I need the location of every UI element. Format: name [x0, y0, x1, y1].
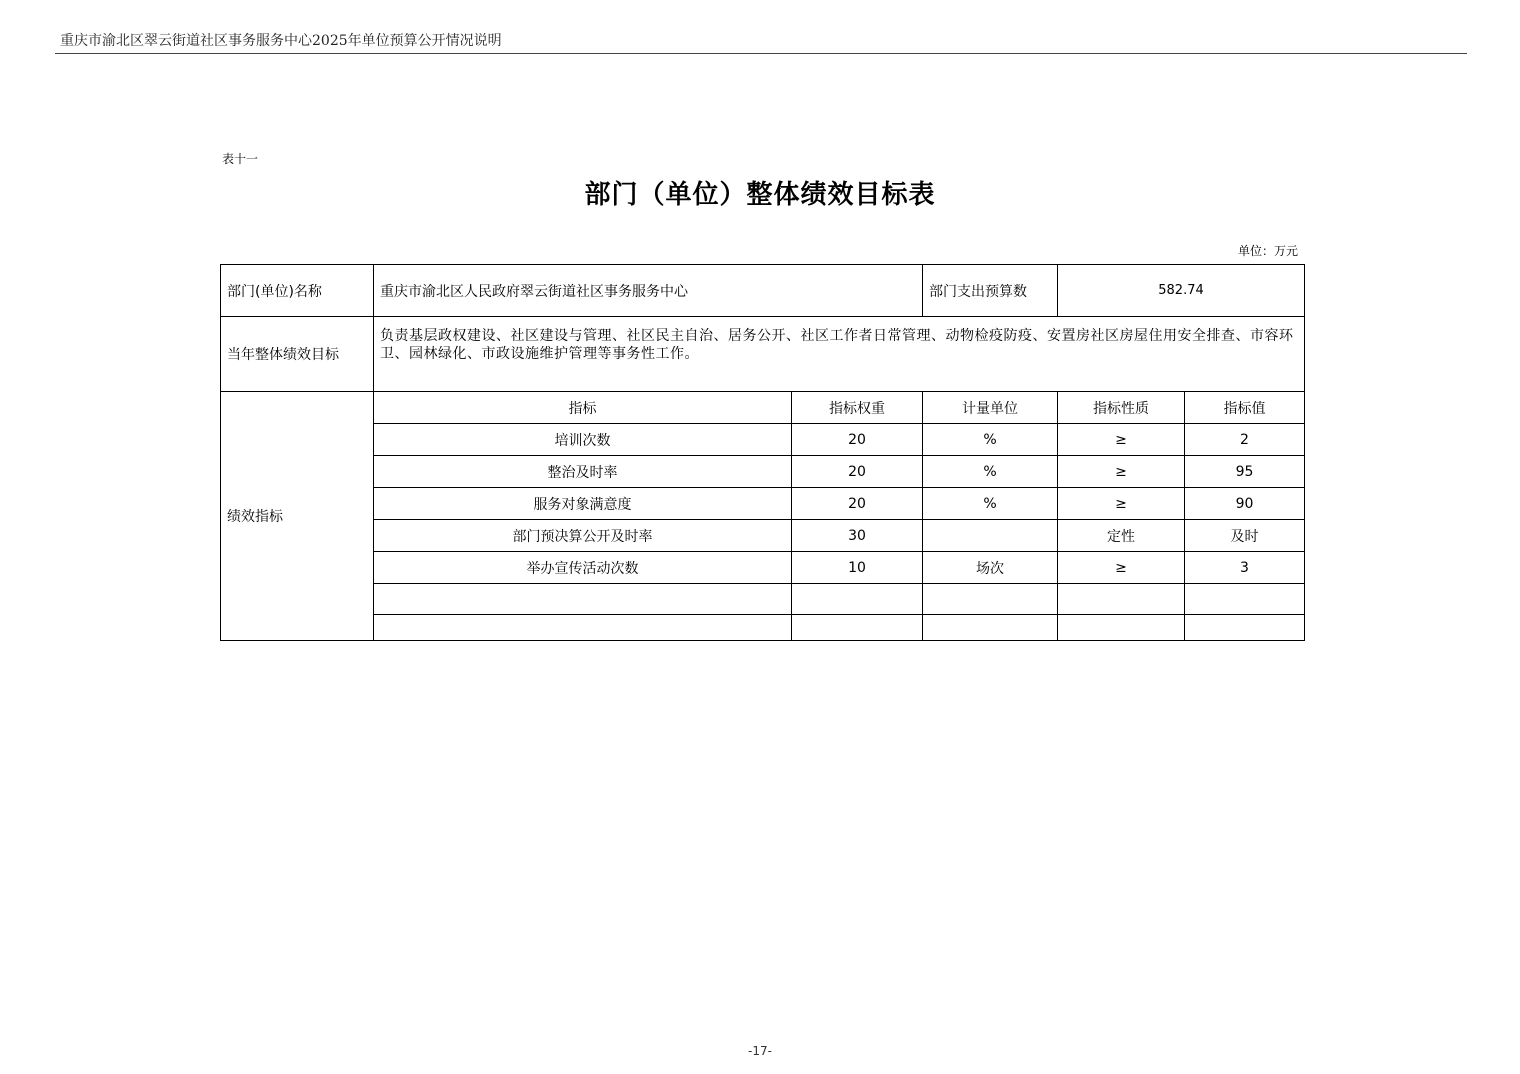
indicator-value: 2	[1185, 424, 1305, 456]
indicator-nature: ≥	[1058, 456, 1185, 488]
indicator-unit	[923, 615, 1058, 641]
indicator-weight: 20	[792, 424, 923, 456]
indicator-name: 整治及时率	[374, 456, 792, 488]
annual-goal-text: 负责基层政权建设、社区建设与管理、社区民主自治、居务公开、社区工作者日常管理、动物检疫防疫、安置房社区房屋住用安全排查、市容环卫、园林绿化、市政设施维护管理等事务性工作。	[374, 317, 1305, 392]
indicator-unit: 场次	[923, 552, 1058, 584]
indicator-weight: 20	[792, 488, 923, 520]
budget-value: 582.74	[1058, 265, 1305, 317]
indicator-weight: 10	[792, 552, 923, 584]
page-number: -17-	[748, 1044, 772, 1058]
indicator-header-row	[221, 392, 1305, 424]
indicator-weight: 30	[792, 520, 923, 552]
budget-label: 部门支出预算数	[923, 265, 1058, 317]
header-value: 指标值	[1185, 392, 1305, 424]
header-unit: 计量单位	[923, 392, 1058, 424]
unit-name-value: 重庆市渝北区人民政府翠云街道社区事务服务中心	[374, 265, 923, 317]
indicator-name	[374, 584, 792, 615]
indicator-unit	[923, 520, 1058, 552]
header-indicator: 指标	[374, 392, 792, 424]
header-divider	[55, 53, 1467, 54]
indicator-name: 服务对象满意度	[374, 488, 792, 520]
table-row	[221, 424, 1305, 456]
table-row	[221, 615, 1305, 641]
unit-name-row	[221, 265, 1305, 317]
indicator-value: 95	[1185, 456, 1305, 488]
indicator-unit: %	[923, 488, 1058, 520]
indicator-nature: ≥	[1058, 552, 1185, 584]
indicator-nature: 定性	[1058, 520, 1185, 552]
indicator-value	[1185, 615, 1305, 641]
header-nature: 指标性质	[1058, 392, 1185, 424]
header-weight: 指标权重	[792, 392, 923, 424]
indicator-nature	[1058, 615, 1185, 641]
indicator-weight	[792, 615, 923, 641]
indicator-nature	[1058, 584, 1185, 615]
indicator-nature: ≥	[1058, 424, 1185, 456]
table-row	[221, 456, 1305, 488]
unit-note: 单位：万元	[1237, 244, 1298, 258]
indicator-section-label: 绩效指标	[221, 392, 374, 641]
indicator-value	[1185, 584, 1305, 615]
indicator-name: 部门预决算公开及时率	[374, 520, 792, 552]
annual-goal-label: 当年整体绩效目标	[221, 317, 374, 392]
indicator-value: 90	[1185, 488, 1305, 520]
table-row	[221, 520, 1305, 552]
indicator-weight: 20	[792, 456, 923, 488]
table-row	[221, 552, 1305, 584]
unit-name-label: 部门(单位)名称	[221, 265, 374, 317]
indicator-nature: ≥	[1058, 488, 1185, 520]
performance-target-table	[220, 264, 1305, 641]
indicator-value: 及时	[1185, 520, 1305, 552]
document-title: 部门（单位）整体绩效目标表	[584, 180, 936, 210]
indicator-unit	[923, 584, 1058, 615]
table-row	[221, 584, 1305, 615]
indicator-value: 3	[1185, 552, 1305, 584]
table-row	[221, 488, 1305, 520]
table-label: 表十一	[222, 152, 259, 166]
indicator-unit: %	[923, 424, 1058, 456]
indicator-weight	[792, 584, 923, 615]
indicator-name	[374, 615, 792, 641]
indicator-unit: %	[923, 456, 1058, 488]
indicator-name: 培训次数	[374, 424, 792, 456]
running-header: 重庆市渝北区翠云街道社区事务服务中心2025年单位预算公开情况说明	[60, 33, 502, 49]
annual-goal-row	[221, 317, 1305, 392]
indicator-name: 举办宣传活动次数	[374, 552, 792, 584]
